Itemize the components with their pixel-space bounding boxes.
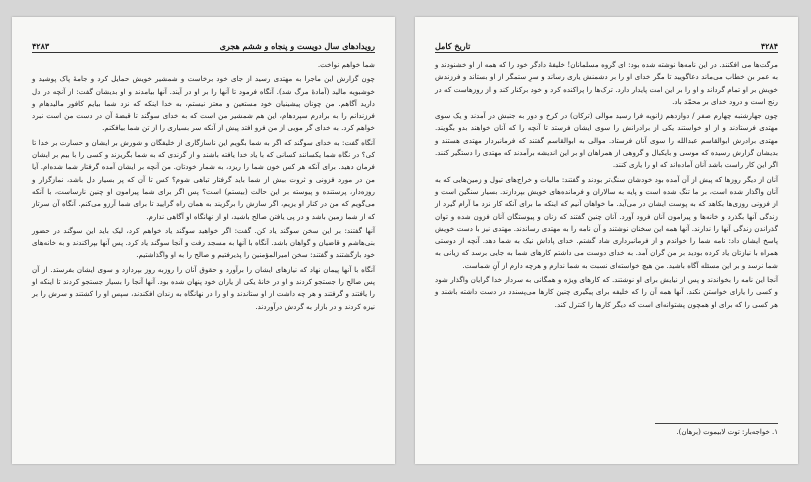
paragraph: شما خواهم نواخت. (317, 60, 375, 69)
page-body (32, 59, 375, 315)
left-page (12, 17, 395, 464)
running-title: تاریخ کامل (435, 41, 471, 51)
paragraph: آنگاه گفت: به خدای سوگند که اگر به شما بگویم این ناسازگاری از خلیفگان و شورش بر ایشان و حسارت بر خدا تا کی؟ در نگاه شما یکسانند کسانی که با یاد خدا یافته باشند و از گزندی که به شما بگریزند و کسی را با بیم بر ایشان فرمان دهید. برای آنکه هر کس خون شما را ریزد، به شمار خودتان. من آنچه بر ایشان آمده گرفتار شما شده‌ام. آیا من در مورد فزونی و ثروت بیش از شما باید گرفتار تباهی شوم؟ کس تا آن که پر بسیار دل باشد، نماز‌گزار و روزه‌دار، پرستنده و پیوسته بر این حالت (بیستم) است؟ پس اگر برای شما پیرامون او چنین نارساست، با آنکه می‌گویم که من در کنار او یزیم، اگر سازش را برگزیند به همان راه گرایید تا برای شما آرزو می‌کنم. آنگاه آن سرتاز که از شما زمین باشد و در پی یافتن صالح باشید، او از نهانگاه او آگاهی ندارم. (32, 137, 375, 221)
paragraph: آنان از دیگر روزها که پیش از آن آمده بود خودشان سنگ‌تر بودند و گفتند: مالیات و خراج‌های تیول و زمین‌هایی که به آنان واگذار شده است، بر ما تنگ شده است و پایه به سالاران و فرمانده‌های خویش بپردازند. بسیار سنگین است و از فزونی روزی‌ها بکاهد که به پوست ایشان در می‌آید. ما خواهان آنیم که اینکه ما برای آنکه کار نزد ما آرام گیرد از زندگی آنها بگذرد و خانه‌ها و پیرامون آنان فرود آورد. آنان چنین گفتند که زنان و پیوستگان آنان فزون شده و توان گذراندن زندگی آنها را ندارند. آنها همه این سخنان نوشتند و آن نامه را به مهتدی رساندند. مهتدی نیز با دست خویش پاسخ ایشان داد: نامه شما را خواندم و از فرمانبرداری شاد گشتم. خدای پاداش نیک به شما دهد. آنچه از دوستی همراه با نیازتان یاد کرده بودید بر من گران آمد. به خدای دوست می داشتم کارهای شما به جایی برسد که زیانی به شما نرسد و بر این مسئله آگاه باشید. من هیچ خواسته‌ای نسبت به شما ندارم و هرچه دارم از آنِ شماست. (435, 174, 778, 270)
paragraph: آنجا این نامه را بخواندند و پس از نیایش برای او نوشتند. که کارهای ویژه و همگانی به سردار خدا گرایان واگذار شود و کسی را یارای خواستن نکند. آنها همه آن را که خلیفه برای پیگیری چنین کارها می‌پسندد در دست داشته باشند و هر کسی را که برای او همچون پشتوانه‌ای است که دیگر کارها را کنترل کند. (435, 275, 778, 309)
right-page (415, 17, 798, 464)
running-header (435, 41, 778, 53)
page-number: ۴۲۸۳ (32, 41, 50, 51)
running-header (32, 41, 375, 53)
paragraph: مرگت‌ها می افکنند. در این نامه‌ها نوشته شده بود: ای گروه مسلمانان! خلیفهٔ دادگر خود را که همه از او خشنودند و به عمر بن خطاب می‌ماند دعاگویید تا مگر خدای او را بر دشمنش یاری رساند و سرِ ستمگر از او بستاند و فرزندش خویش بر او تمام گرداند و او را بر این امت پایدار دارد. ترک‌ها را پراکنده کرد و خود برکنار کند و از روزهاست که در رنج است و درود خدای بر محمّد باد. (435, 60, 778, 106)
paragraph: چون جهارشنبه چهارم صفر / دوازدهم ژانویه فرا رسید موالی (ترکان) در کرخ و دور به جنبش در آمدند و یک سوی مهتدی فرستادند و از او خواستند یکی از برادرانش را سوی ایشان فرستد تا آنچه را که آنان خواهند بدو بگویند. مهتدی برادرش ابوالقاسم عبدالله را سوی آنان فرستاد. موالی به ابوالقاسم گفتند که فرمانبردار مهتدی هستند و بدیشان گزارش رسیده که موسی و بایکبال و گروهی از همراهان او بر این اندیشه برآمدند که مهتدی را دستگیر کنند. اگر این کار راست باشد آنان آماده‌اند که او را یاری کنند. (435, 111, 778, 170)
paragraph: آنها گفتند: بر این سخن سوگند یاد کن. گفت: اگر خواهید سوگند یاد خواهم کرد، لیک باید این سوگند در حضور بنی‌هاشم و قاضیان و گواهان باشد. آنگاه با آنها به مسجد رفت و آنجا سوگند یاد کرد. پس آنها بپراکندند و به خانه‌های خود بازگشتند و گفتند: سخن امیرالمؤمنین را پذیرفتیم و صالح را به او واگذاشتیم. (32, 225, 375, 260)
page-number: ۴۲۸۴ (760, 41, 778, 51)
footnote-divider (655, 423, 778, 424)
page-body (435, 59, 778, 313)
running-title: رویدادهای سال دویست و پنجاه و ششم هجری (219, 41, 375, 51)
paragraph: آنگاه با آنها پیمان نهاد که نیازهای ایشان را برآورد و حقوق آنان را روزبه روز بپردازد و سوی ایشان بفرستد. از آن پس صالح را جستجو کردند و او در خانهٔ یکی از یاران خود پنهان شده بود. آنها آنجا را بسیار جستجو کردند تا اینکه او را یافتند و گرفتند و هر چه داشت از او ستاندند و او را در نهانگاه به زندان افکندند، سپس او را کشتند و سرش را بر نیزه کردند و در بازار به گردش درآوردند. (32, 264, 375, 311)
footnote: ۱. خواجه‌بار: توت لابیموت (برهان). (676, 428, 778, 436)
paragraph: چون گزارش این ماجرا به مهتدی رسید از جای خود برخاست و شمشیر خویش حمایل کرد و جامهٔ پاک پوشید و خوشبویه مالید (آمادهٔ مرگ شد). آنگاه فرمود تا آنها را بر او در آیند. آنها بیامدند و او بدیشان گفت: از آنچه در دل دارید آگاهم. من چونان پیشینیان خود مستعین و معتز نیستم، به خدا اینکه که نزد شما بیایم کافور مالیدهام و فرزندانم را به برادرم سپردهام، این هم شمشیر من است که به خدای سوگند تا قبضهٔ آن در دست من است نبرد خواهم کرد. به خدای گر مویی از من فرو افتد پیش از آنکه سر بسیاری را از تن شما بیافکنم. (32, 74, 375, 133)
